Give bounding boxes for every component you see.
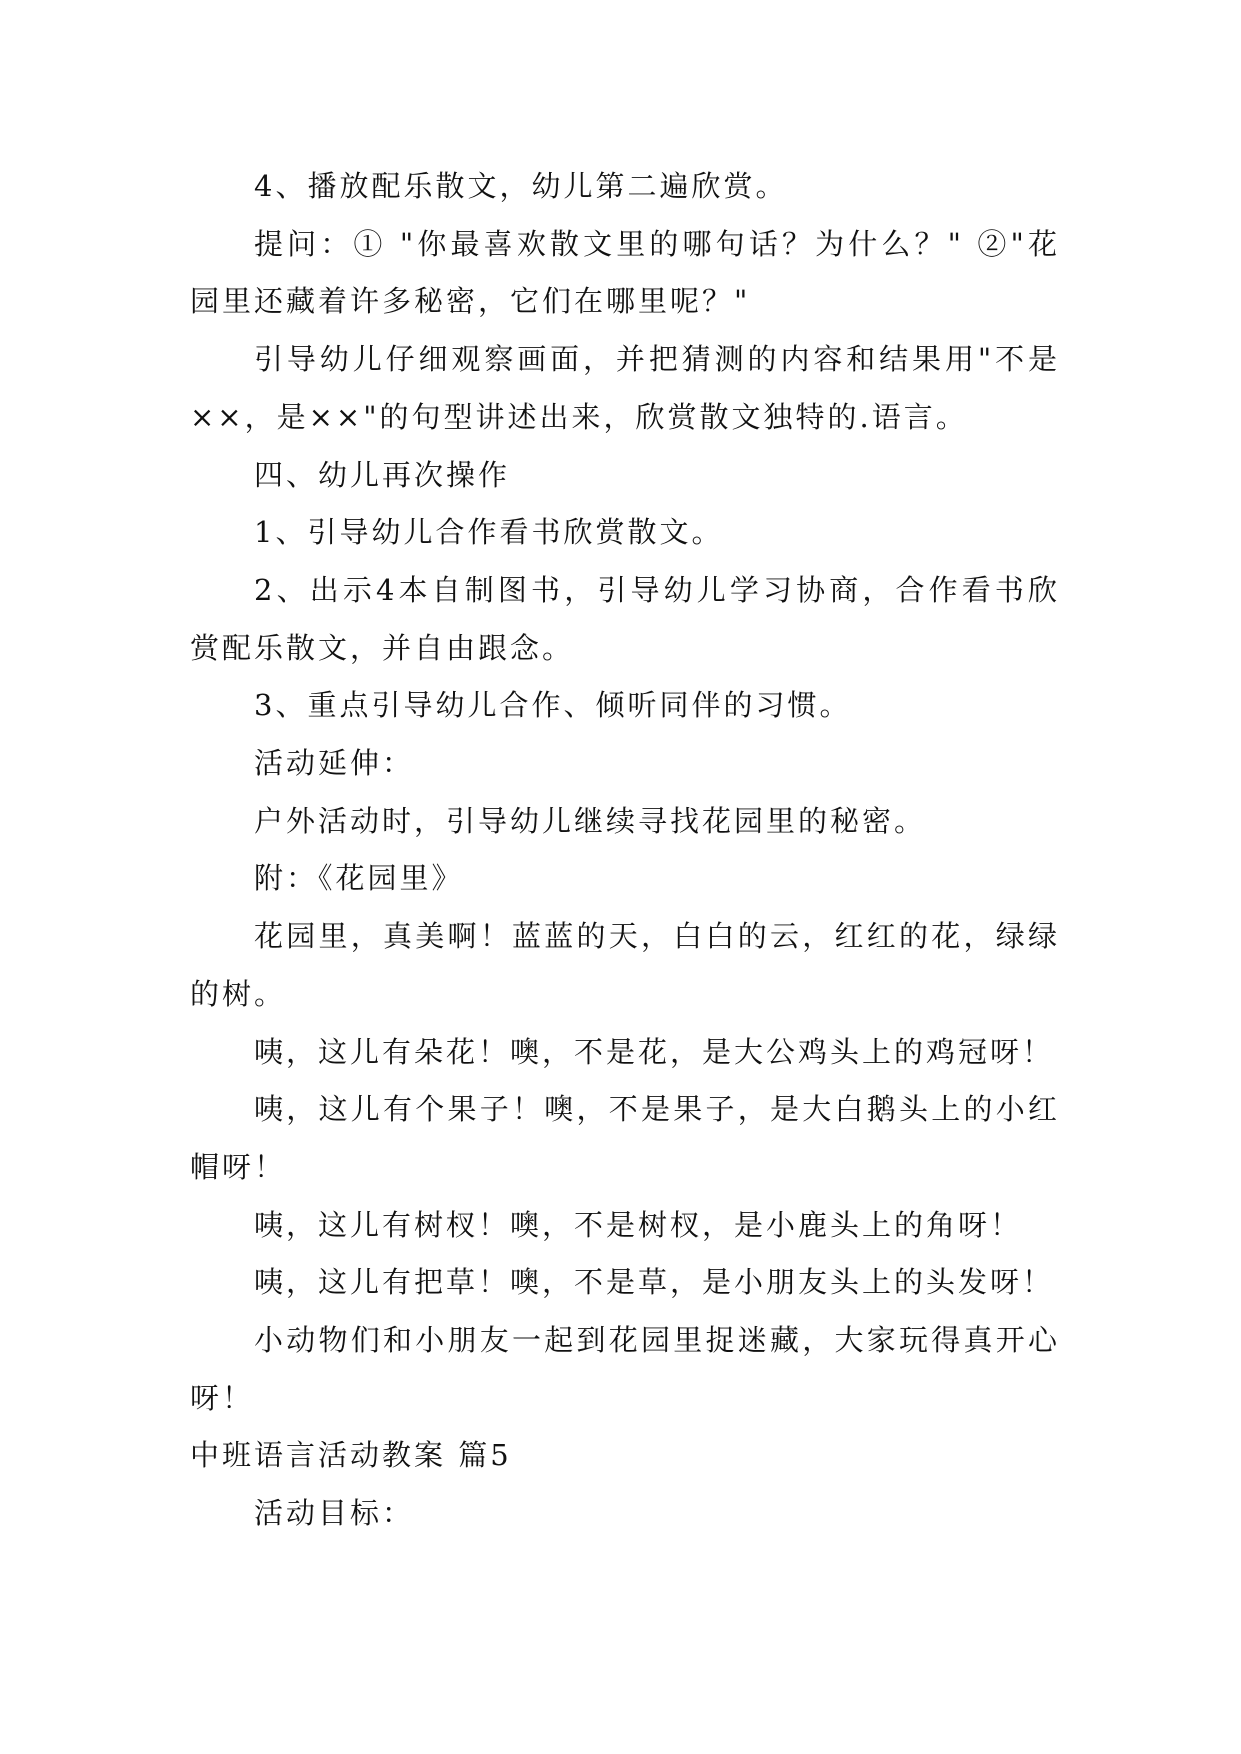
document-body	[190, 158, 1060, 1543]
appendix-title: 附：《花园里》	[254, 861, 464, 896]
section-heading: 活动延伸：	[254, 746, 415, 781]
paragraph: 2、出示4本自制图书，引导幼儿学习协商，合作看书欣赏配乐散文，并自由跟念。	[190, 572, 1060, 665]
poem-paragraph: 花园里，真美啊！蓝蓝的天，白白的云，红红的花，绿绿的树。	[190, 919, 1060, 1011]
section-heading: 活动目标：	[254, 1496, 415, 1531]
paragraph: 1、引导幼儿合作看书欣赏散文。	[254, 515, 724, 550]
poem-paragraph: 咦，这儿有朵花！噢，不是花，是大公鸡头上的鸡冠呀！	[254, 1034, 1055, 1069]
paragraph: 提问：① "你最喜欢散文里的哪句话？为什么？" ②"花园里还藏着许多秘密，它们在哪里呢？"	[190, 226, 1060, 319]
chapter-title: 中班语言活动教案 篇5	[190, 1438, 512, 1473]
paragraph: 户外活动时，引导幼儿继续寻找花园里的秘密。	[254, 803, 927, 838]
paragraph: 3、重点引导幼儿合作、倾听同伴的习惯。	[254, 688, 852, 723]
paragraph: 引导幼儿仔细观察画面，并把猜测的内容和结果用"不是××，是××"的句型讲述出来，欣赏散文独特的.语言。	[190, 342, 1060, 434]
paragraph: 四、幼儿再次操作	[254, 457, 511, 492]
poem-paragraph: 咦，这儿有树杈！噢，不是树杈，是小鹿头上的角呀！	[254, 1207, 1023, 1242]
poem-paragraph: 小动物们和小朋友一起到花园里捉迷藏，大家玩得真开心呀！	[190, 1323, 1060, 1415]
poem-paragraph: 咦，这儿有个果子！噢，不是果子，是大白鹅头上的小红帽呀！	[190, 1092, 1060, 1184]
paragraph: 4、播放配乐散文，幼儿第二遍欣赏。	[254, 169, 788, 203]
poem-paragraph: 咦，这儿有把草！噢，不是草，是小朋友头上的头发呀！	[254, 1265, 1055, 1300]
